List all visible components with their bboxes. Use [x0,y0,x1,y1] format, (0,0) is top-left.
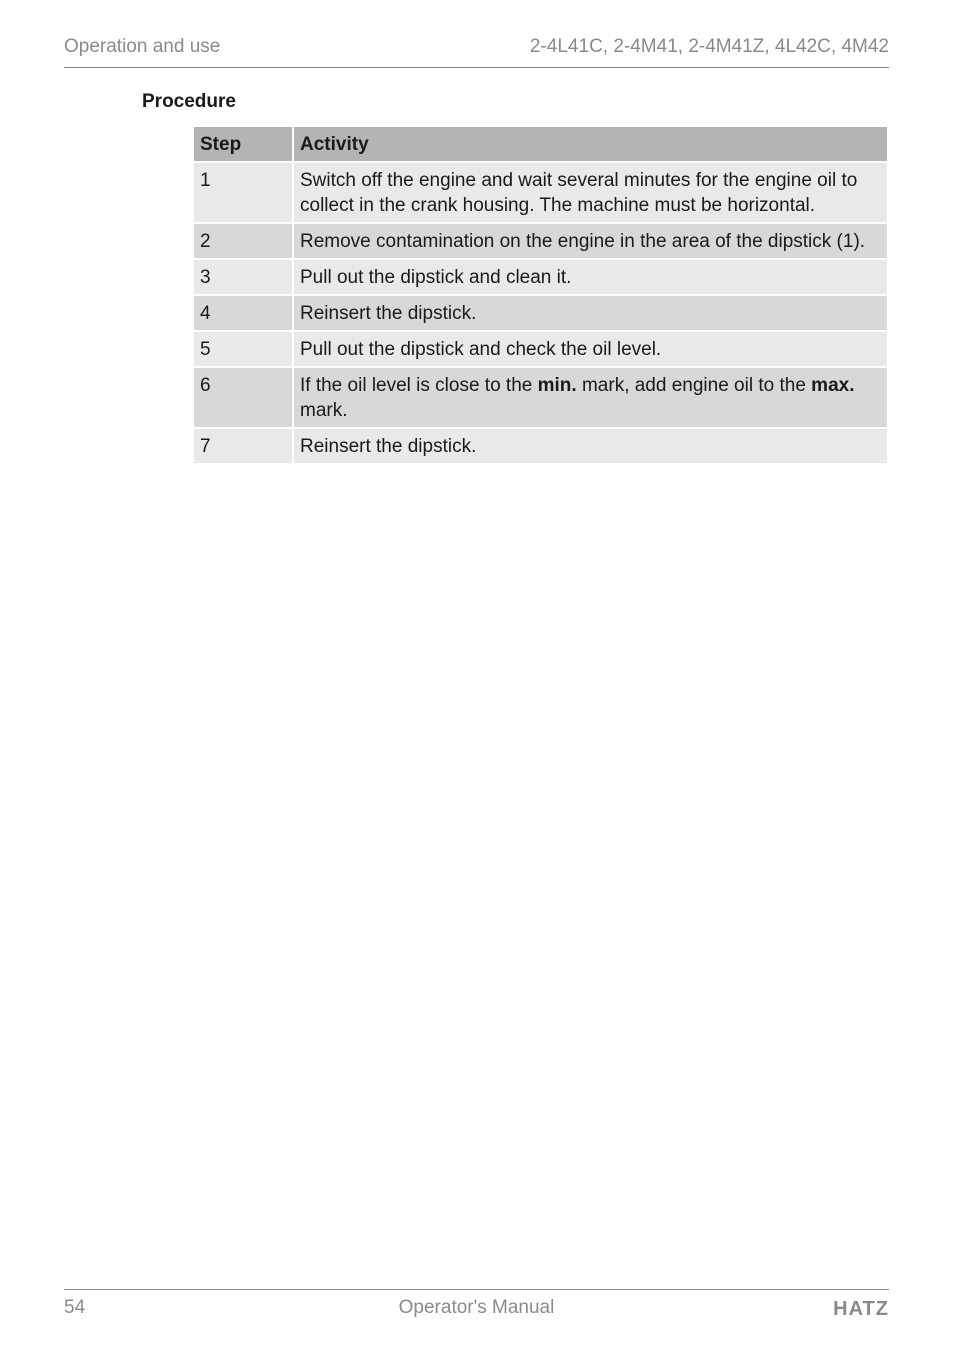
header-model-list: 2-4L41C, 2-4M41, 2-4M41Z, 4L42C, 4M42 [529,36,889,57]
step-activity: Reinsert the dipstick. [293,295,888,331]
step-activity: Switch off the engine and wait several minutes for the engine oil to collect in the crank housing. The machine must be horizontal. [293,162,888,223]
max-mark-label: max. [811,375,855,396]
brand-logo: HATZ [833,1298,889,1320]
page-footer [64,1289,889,1330]
step-number: 3 [193,259,293,295]
step-activity: Pull out the dipstick and check the oil level. [293,331,888,367]
step-activity: Remove contamination on the engine in the area of the dipstick (1). [293,223,888,259]
table-row [193,367,888,428]
activity-text: mark, add engine oil to the [576,375,812,396]
table-row [193,223,888,259]
document-title: Operator's Manual [398,1297,555,1318]
column-header-step: Step [193,126,293,162]
step-activity: Reinsert the dipstick. [293,428,888,464]
activity-text: mark. [300,400,348,421]
table-row [193,295,888,331]
activity-text: If the oil level is close to the [300,375,538,396]
table-row [193,259,888,295]
step-number: 6 [193,367,293,428]
step-number: 4 [193,295,293,331]
step-number: 2 [193,223,293,259]
step-activity [293,367,888,428]
step-number: 7 [193,428,293,464]
column-header-activity: Activity [293,126,888,162]
table-row [193,331,888,367]
table-row [193,428,888,464]
page-header [64,36,889,68]
page-number: 54 [64,1297,86,1318]
step-number: 5 [193,331,293,367]
table-row [193,162,888,223]
procedure-table [192,125,889,465]
step-activity: Pull out the dipstick and clean it. [293,259,888,295]
header-section-title: Operation and use [64,36,221,57]
table-header-row [193,126,888,162]
procedure-heading: Procedure [142,91,236,112]
step-number: 1 [193,162,293,223]
min-mark-label: min. [537,375,577,396]
